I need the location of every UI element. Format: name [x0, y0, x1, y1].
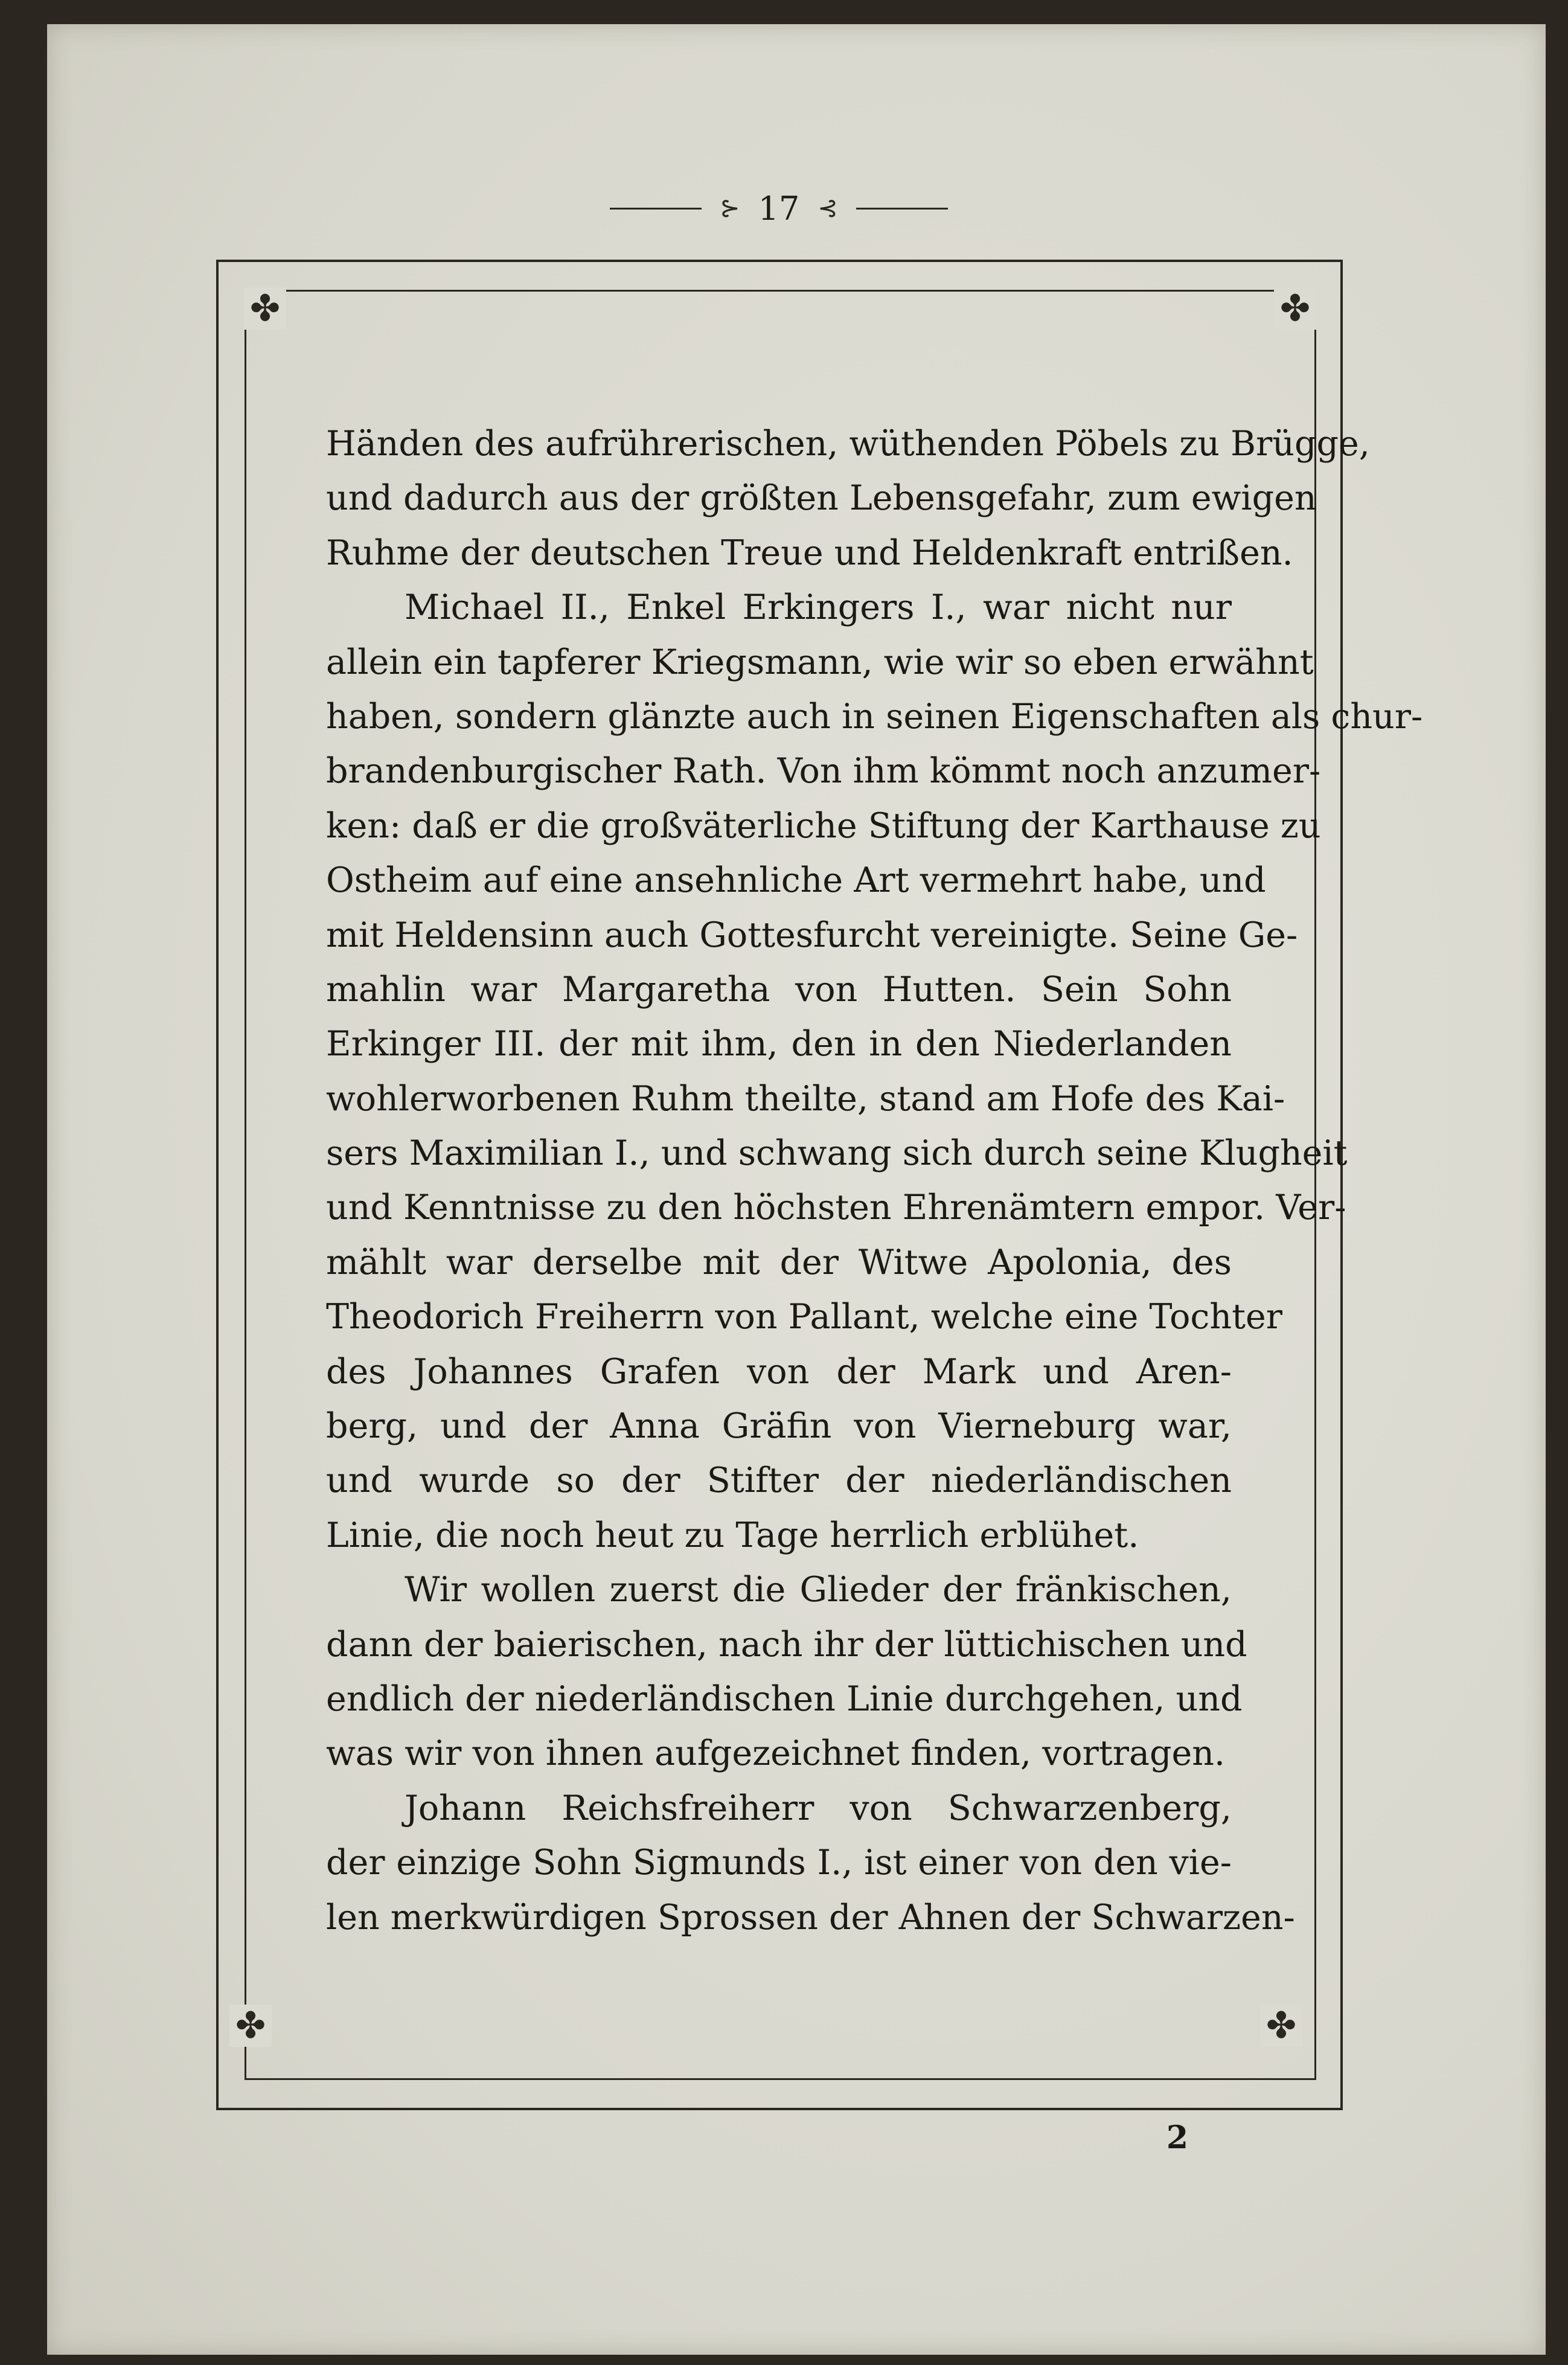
text-line: Ruhme der deutschen Treue und Heldenkraft entrißen.	[326, 533, 1293, 573]
text-line: Michael II., Enkel Erkingers I., war nicht nur	[405, 587, 1232, 628]
left-ornament-icon: ⊱	[720, 194, 740, 222]
text-line: Händen des aufrührerischen, wüthenden Pöbels zu Brügge,	[326, 424, 1370, 464]
text-line: und dadurch aus der größten Lebensgefahr, zum ewigen	[326, 478, 1317, 519]
corner-ornament-icon: ✤	[229, 2005, 272, 2047]
text-line: mit Heldensinn auch Gottesfurcht vereinigte. Seine Ge-	[326, 915, 1298, 955]
text-line: Johann Reichsfreiherr von Schwarzenberg,	[405, 1788, 1232, 1828]
text-line: berg, und der Anna Gräfin von Vierneburg war,	[326, 1406, 1232, 1447]
text-line: Theodorich Freiherrn von Pallant, welche eine Tochter	[326, 1297, 1282, 1337]
text-line: dann der baierischen, nach ihr der lüttichischen und	[326, 1624, 1247, 1665]
text-line: und Kenntnisse zu den höchsten Ehrenämtern empor. Ver-	[326, 1188, 1346, 1228]
text-line: und wurde so der Stifter der niederländischen	[326, 1461, 1232, 1501]
corner-ornament-icon: ✤	[1274, 287, 1316, 330]
corner-ornament-icon: ✤	[244, 287, 286, 330]
page-header	[610, 181, 948, 235]
text-line: brandenburgischer Rath. Von ihm kömmt noch anzumer-	[326, 751, 1321, 792]
text-line: der einzige Sohn Sigmunds I., ist einer von den vie-	[326, 1843, 1232, 1883]
text-line: ken: daß er die großväterliche Stiftung der Karthause zu	[326, 805, 1321, 846]
signature-mark: 2	[1166, 2119, 1189, 2156]
text-line: allein ein tapferer Kriegsmann, wie wir so eben erwähnt	[326, 642, 1314, 682]
text-line: haben, sondern glänzte auch in seinen Eigenschaften als chur-	[326, 696, 1423, 737]
text-line: Ostheim auf eine ansehnliche Art vermehrt habe, und	[326, 860, 1266, 901]
right-ornament-icon: ⊰	[818, 194, 838, 222]
text-line: was wir von ihnen aufgezeichnet finden, vortragen.	[326, 1733, 1226, 1774]
text-line: Linie, die noch heut zu Tage herrlich erblühet.	[326, 1515, 1139, 1555]
header-rule-right	[856, 208, 948, 210]
text-line: des Johannes Grafen von der Mark und Aren-	[326, 1351, 1232, 1392]
body-text	[326, 417, 1423, 1945]
text-line: sers Maximilian I., und schwang sich durch seine Klugheit	[326, 1133, 1348, 1174]
text-line: Erkinger III. der mit ihm, den in den Niederlanden	[326, 1024, 1232, 1064]
header-rule-left	[610, 208, 702, 210]
text-line: wohlerworbenen Ruhm theilte, stand am Hofe des Kai-	[326, 1078, 1285, 1119]
page-number: 17	[758, 189, 800, 228]
text-line: len merkwürdigen Sprossen der Ahnen der Schwarzen-	[326, 1897, 1295, 1938]
text-line: mählt war derselbe mit der Witwe Apolonia, des	[326, 1242, 1232, 1282]
text-line: Wir wollen zuerst die Glieder der fränkischen,	[405, 1570, 1232, 1610]
text-line: endlich der niederländischen Linie durchgehen, und	[326, 1679, 1243, 1719]
corner-ornament-icon: ✤	[1260, 2005, 1302, 2047]
text-line: mahlin war Margaretha von Hutten. Sein Sohn	[326, 969, 1232, 1010]
